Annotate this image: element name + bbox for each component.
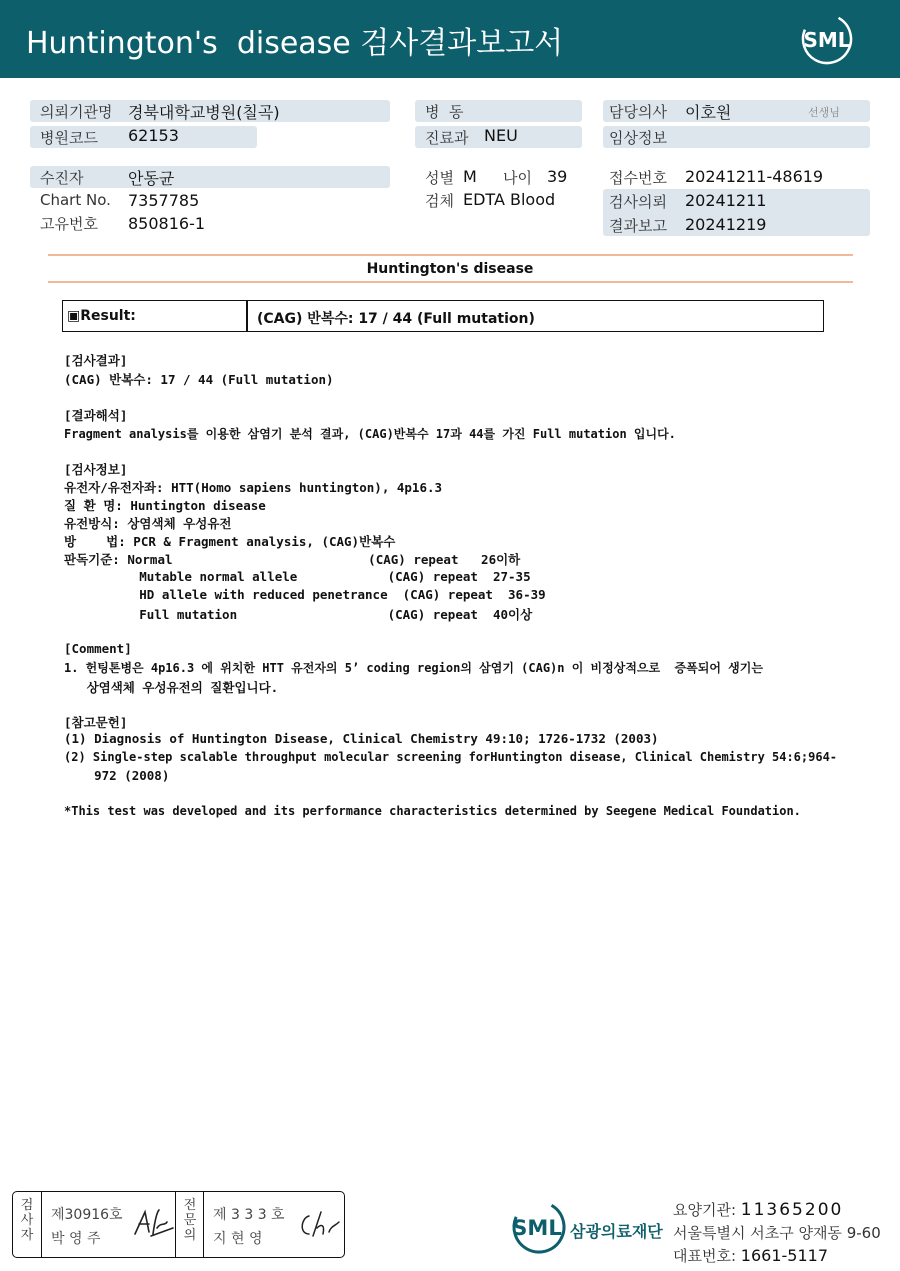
address-line: 서울특별시 서초구 양재동 9-60: [673, 1224, 881, 1242]
heading-interpretation: [결과해석]: [64, 408, 128, 423]
sex-label: 성별: [425, 169, 454, 187]
criteria-normal-line: 판독기준: Normal (CAG) repeat 26이하: [64, 552, 521, 567]
hospital-code-value: 62153: [128, 126, 179, 145]
inheritance-line: 유전방식: 상염색체 우성유전: [64, 516, 232, 531]
result-label: ▣Result:: [67, 308, 136, 324]
heading-test-info: [검사정보]: [64, 462, 128, 477]
specialist-name: 지 현 영: [213, 1231, 263, 1247]
doctor-value: 이호원: [685, 103, 732, 122]
report-title: Huntington's disease 검사결과보고서: [26, 26, 564, 61]
chart-no-label: Chart No.: [40, 191, 111, 209]
examiner-divider: [41, 1192, 42, 1257]
unique-no-value: 850816-1: [128, 214, 206, 233]
reference-2-cont: 972 (2008): [64, 768, 170, 783]
sex-value: M: [463, 167, 477, 186]
receipt-no-label: 접수번호: [609, 169, 667, 187]
comment-line-1: 1. 헌팅톤병은 4p16.3 에 위치한 HTT 유전자의 5’ coding region의 삼염기 (CAG)n 이 비정상적으로 증폭되어 생기는: [64, 661, 763, 675]
phone-value: 1661-5117: [740, 1246, 829, 1265]
criteria-mutable-line: Mutable normal allele (CAG) repeat 27-35: [64, 569, 531, 584]
section-top-divider: [48, 254, 853, 256]
heading-comment: [Comment]: [64, 641, 132, 656]
specialist-license-no: 제 3 3 3 호: [213, 1207, 285, 1223]
specialist-signature-icon: [295, 1208, 341, 1242]
result-box: [62, 300, 824, 332]
request-date-value: 20241211: [685, 191, 767, 210]
result-value: (CAG) 반복수: 17 / 44 (Full mutation): [257, 311, 535, 327]
doctor-suffix: 선생님: [808, 106, 840, 119]
result-divider: [246, 301, 248, 331]
reference-2: (2) Single-step scalable throughput molecular screening forHuntington disease, Clinical Chemistry 54:6;964-: [64, 750, 838, 764]
test-result-line: (CAG) 반복수: 17 / 44 (Full mutation): [64, 372, 334, 387]
sml-logo-icon: [800, 12, 854, 66]
care-code-label: 요양기관:: [673, 1201, 737, 1219]
chart-no-value: 7357785: [128, 191, 200, 210]
section-bottom-divider: [48, 281, 853, 283]
gene-locus-line: 유전자/유전자좌: HTT(Homo sapiens huntington), 4p16.3: [64, 480, 443, 495]
signature-box: [12, 1191, 345, 1258]
report-date-label: 결과보고: [609, 217, 667, 235]
examiner-vertical-label: 검사자: [20, 1198, 34, 1243]
ward-label: 병 동: [425, 103, 464, 121]
care-code-line: [673, 1199, 843, 1220]
patient-label: 수진자: [40, 169, 84, 187]
patient-band: [30, 166, 390, 188]
examiner-license-no: 제30916호: [51, 1207, 123, 1223]
disease-name-line: 질 환 명: Huntington disease: [64, 498, 266, 513]
age-value: 39: [547, 167, 568, 186]
doctor-label: 담당의사: [609, 103, 667, 121]
interpretation-line: Fragment analysis를 이용한 삼염기 분석 결과, (CAG)반복수 17과 44를 가진 Full mutation 입니다.: [64, 427, 676, 441]
specimen-label: 검체: [425, 192, 454, 210]
care-code-value: 11365200: [740, 1200, 844, 1220]
hospital-code-label: 병원코드: [40, 129, 98, 147]
method-line: 방 법: PCR & Fragment analysis, (CAG)반복수: [64, 534, 396, 549]
comment-line-2: 상염색체 우성유전의 질환입니다.: [64, 680, 279, 695]
receipt-no-value: 20241211-48619: [685, 167, 824, 186]
specialist-divider-left: [175, 1192, 176, 1257]
department-label: 진료과: [425, 129, 469, 147]
sml-foundation-logo-text: SML: [512, 1216, 562, 1240]
specimen-value: EDTA Blood: [463, 190, 556, 209]
phone-label: 대표번호:: [673, 1247, 737, 1265]
unique-no-label: 고유번호: [40, 215, 98, 233]
institution-value: 경북대학교병원(칠곡): [128, 103, 280, 122]
request-date-label: 검사의뢰: [609, 193, 667, 211]
sml-foundation-logo-icon: [510, 1198, 568, 1256]
age-label: 나이: [503, 169, 532, 187]
criteria-full-mutation-line: Full mutation (CAG) repeat 40이상: [64, 607, 533, 622]
patient-value: 안동균: [128, 169, 175, 188]
heading-references: [참고문헌]: [64, 715, 128, 730]
examiner-signature-icon: [131, 1206, 175, 1242]
foundation-name: 삼광의료재단: [570, 1222, 663, 1241]
institution-label: 의뢰기관명: [40, 103, 113, 121]
disclaimer-line: *This test was developed and its performance characteristics determined by Seegene Medical Foundation.: [64, 804, 801, 818]
report-header: [0, 0, 900, 78]
section-title: Huntington's disease: [366, 261, 534, 277]
specialist-vertical-label: 전문의: [183, 1198, 197, 1243]
specialist-divider-right: [203, 1192, 204, 1257]
department-value: NEU: [484, 126, 518, 145]
clinical-info-label: 임상정보: [609, 129, 667, 147]
examiner-name: 박 영 주: [51, 1231, 101, 1247]
phone-line: [673, 1245, 828, 1266]
report-date-value: 20241219: [685, 215, 767, 234]
sml-logo-text: SML: [803, 28, 851, 52]
heading-test-result: [검사결과]: [64, 353, 128, 368]
criteria-reduced-penetrance-line: HD allele with reduced penetrance (CAG) repeat 36-39: [64, 587, 546, 602]
reference-1: (1) Diagnosis of Huntington Disease, Clinical Chemistry 49:10; 1726-1732 (2003): [64, 731, 659, 746]
